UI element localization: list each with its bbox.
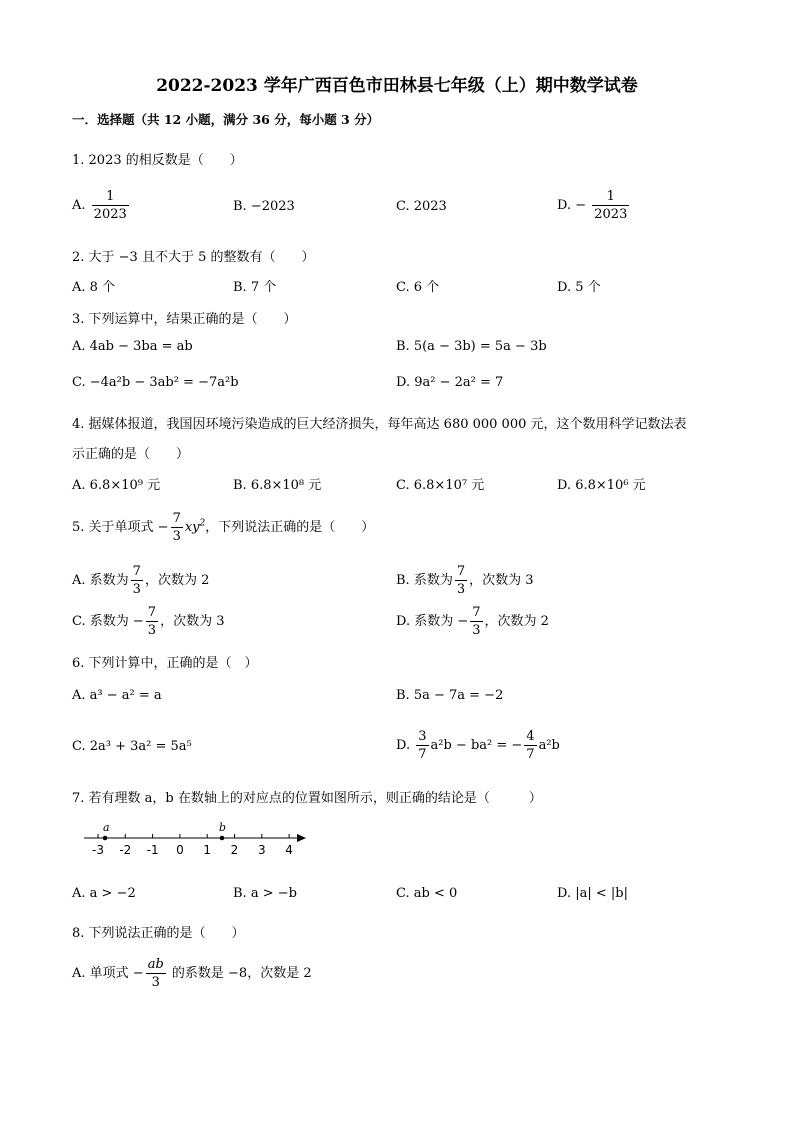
number-line-tick-label: 3	[257, 843, 266, 857]
number-line-tick-label: 1	[203, 843, 212, 857]
number-line-tick-label: -2	[119, 843, 132, 857]
number-line-tick-label: -1	[146, 843, 159, 857]
question-1-option-b: B. −2023	[233, 199, 295, 214]
question-2-option-b: B. 7 个	[233, 280, 277, 295]
question-6-stem: 6. 下列计算中，正确的是（ ）	[72, 656, 258, 671]
question-3-option-c: C. −4a²b − 3ab² = −7a²b	[72, 375, 239, 390]
question-5-option-c: C. 系数为 − $\frac{7}{3}$ ，次数为 3	[72, 605, 225, 638]
point-a-label: a	[103, 821, 110, 834]
question-5-stem: 5. 关于单项式 − $\frac{7}{3}$ $xy^2$，下列说法正确的是（ ）	[72, 511, 375, 544]
page-title: 2022-2023 学年广西百色市田林县七年级（上）期中数学试卷	[156, 76, 638, 96]
question-2-option-c: C. 6 个	[396, 280, 440, 295]
question-4-option-a: A. 6.8×10⁹ 元	[72, 478, 161, 493]
question-6-option-d: D. $\frac{3}{7}$ a²b − ba² = − $\frac{4}{7}$ a²b	[396, 729, 560, 762]
question-8-stem: 8. 下列说法正确的是（ ）	[72, 926, 245, 941]
question-7-stem: 7. 若有理数 a，b 在数轴上的对应点的位置如图所示，则正确的结论是（ ）	[72, 791, 542, 806]
point-b-label: b	[219, 821, 227, 834]
number-line-tick-label: 4	[285, 843, 293, 857]
question-1-option-a: A. $\frac{1}{2023}$	[72, 189, 127, 222]
question-7-option-c: C. ab < 0	[396, 886, 458, 901]
question-7-option-a: A. a > −2	[72, 886, 136, 901]
question-3-stem: 3. 下列运算中，结果正确的是（ ）	[72, 312, 297, 327]
question-4-option-d: D. 6.8×10⁶ 元	[557, 478, 646, 493]
section-heading: 一．选择题（共 12 小题，满分 36 分，每小题 3 分）	[72, 112, 380, 127]
question-7-option-b: B. a > −b	[233, 886, 297, 901]
question-7-option-d: D. |a| < |b|	[557, 886, 628, 901]
question-3-option-d: D. 9a² − 2a² = 7	[396, 375, 504, 390]
question-5-option-a: A. 系数为 $\frac{7}{3}$ ，次数为 2	[72, 564, 210, 597]
question-4-stem-line1: 4. 据媒体报道，我国因环境污染造成的巨大经济损失，每年高达 680 000 000 元，这个数用科学记数法表	[72, 417, 687, 432]
question-3-option-b: B. 5(a − 3b) = 5a − 3b	[396, 339, 547, 354]
question-8-option-a: A. 单项式 − $\frac{ab}{3}$ 的系数是 −8，次数是 2	[72, 957, 312, 990]
question-1-option-d: D. − $\frac{1}{2023}$	[557, 189, 628, 222]
question-5-option-d: D. 系数为 − $\frac{7}{3}$ ，次数为 2	[396, 605, 549, 638]
number-line-tick-label: 2	[230, 843, 239, 857]
question-1-option-c: C. 2023	[396, 199, 447, 214]
question-2-option-d: D. 5 个	[557, 280, 601, 295]
question-5-option-b: B. 系数为 $\frac{7}{3}$ ，次数为 3	[396, 564, 534, 597]
question-3-option-a: A. 4ab − 3ba = ab	[72, 339, 193, 354]
question-4-option-c: C. 6.8×10⁷ 元	[396, 478, 485, 493]
question-2-option-a: A. 8 个	[72, 280, 116, 295]
question-4-stem-line2: 示正确的是（ ）	[72, 447, 190, 462]
number-line-ticks	[92, 834, 293, 857]
number-line-tick-label: -3	[92, 843, 104, 857]
question-6-option-b: B. 5a − 7a = −2	[396, 688, 504, 703]
point-a-dot	[103, 836, 108, 841]
number-line-tick-label: 0	[176, 843, 184, 857]
question-6-option-a: A. a³ − a² = a	[72, 688, 162, 703]
question-1-stem: 1. 2023 的相反数是（ ）	[72, 153, 243, 168]
question-4-option-b: B. 6.8×10⁸ 元	[233, 478, 322, 493]
number-line-figure	[82, 818, 312, 860]
point-b-dot	[220, 836, 225, 841]
number-line-arrow	[297, 834, 306, 842]
question-2-stem: 2. 大于 −3 且不大于 5 的整数有（ ）	[72, 250, 315, 265]
question-6-option-c: C. 2a³ + 3a² = 5a⁵	[72, 739, 192, 754]
